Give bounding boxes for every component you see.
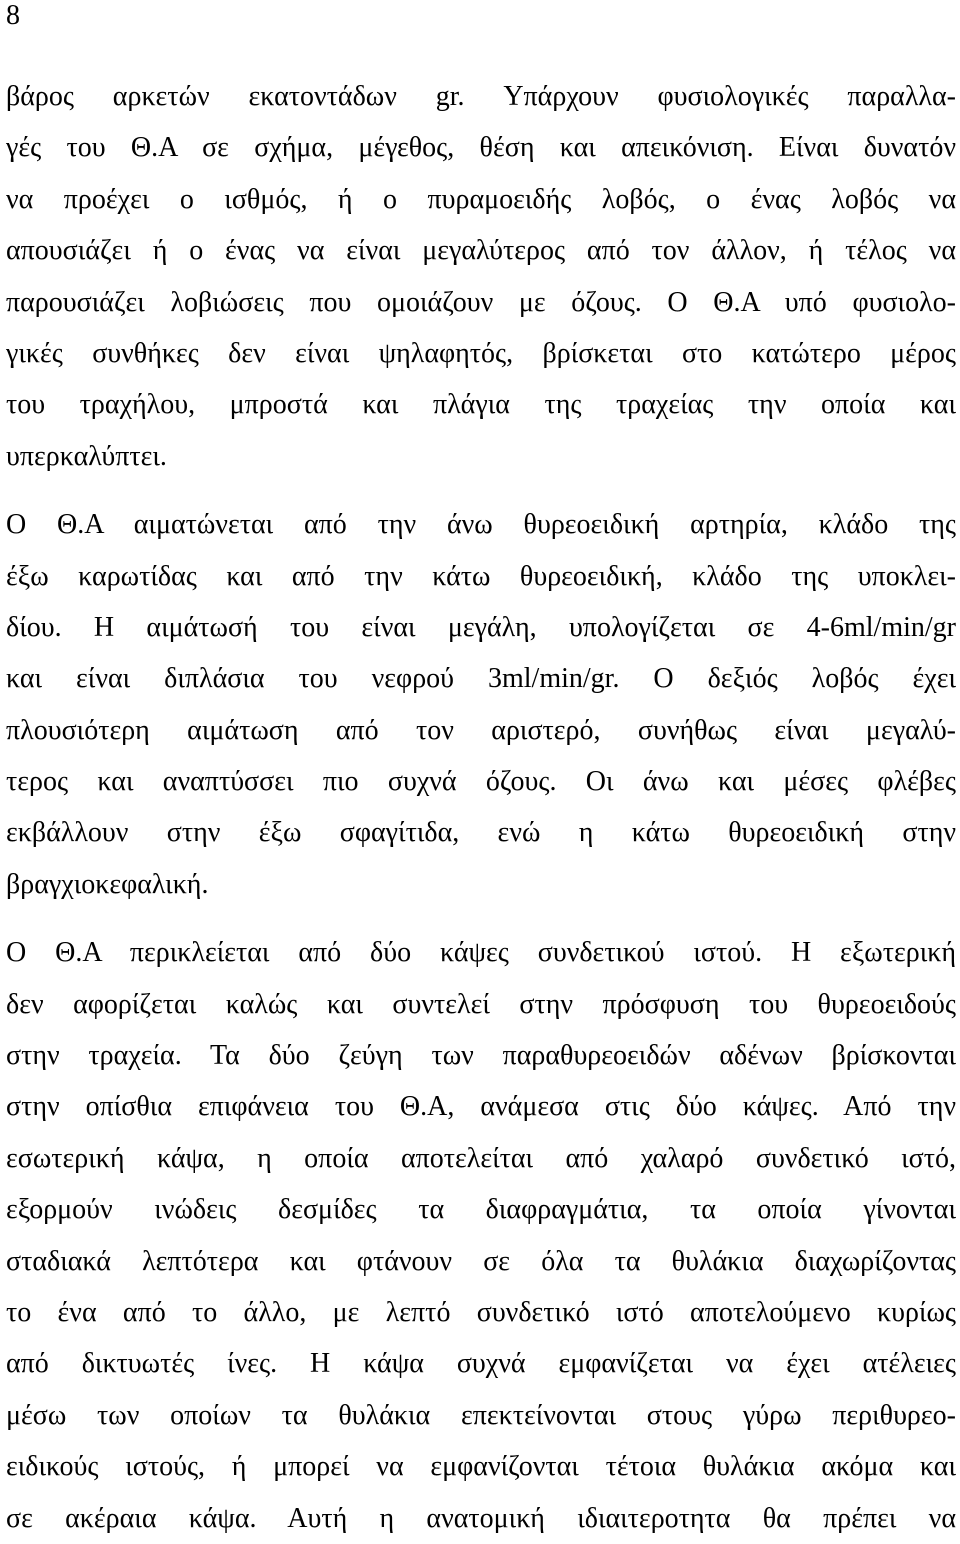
text-line: εκβάλλουν στην έξω σφαγίτιδα, ενώ η κάτω θυρεοειδική στην bbox=[6, 817, 956, 849]
page-number: 8 bbox=[6, 0, 20, 31]
text-line: εσωτερική κάψα, η οποία αποτελείται από χαλαρό συνδετικό ιστό, bbox=[6, 1142, 956, 1174]
text-line: το ένα από το άλλο, με λεπτό συνδετικό ιστό αποτελούμενο κυρίως bbox=[6, 1296, 956, 1328]
text-line: Ο Θ.Α αιματώνεται από την άνω θυρεοειδική αρτηρία, κλάδο της bbox=[6, 509, 956, 541]
body-text bbox=[6, 71, 956, 1544]
text-line: του τραχήλου, μπροστά και πλάγια της τραχείας την οποία και bbox=[6, 389, 956, 421]
text-line: βραγχιοκεφαλική. bbox=[6, 868, 209, 900]
text-line: και είναι διπλάσια του νεφρού 3ml/min/gr. Ο δεξιός λοβός έχει bbox=[6, 663, 956, 695]
text-line: απουσιάζει ή ο ένας να είναι μεγαλύτερος από τον άλλον, ή τέλος να bbox=[6, 235, 956, 267]
text-line: παρουσιάζει λοβιώσεις που ομοιάζουν με όζους. Ο Θ.Α υπό φυσιολο- bbox=[6, 286, 956, 318]
text-line: γές του Θ.Α σε σχήμα, μέγεθος, θέση και απεικόνιση. Είναι δυνατόν bbox=[6, 132, 956, 164]
text-line: ειδικούς ιστούς, ή μπορεί να εμφανίζονται τέτοια θυλάκια ακόμα και bbox=[6, 1451, 956, 1483]
paragraph-blood-supply bbox=[6, 499, 956, 910]
text-line: Ο Θ.Α περικλείεται από δύο κάψες συνδετικού ιστού. Η εξωτερική bbox=[6, 937, 956, 969]
text-line: να προέχει ο ισθμός, ή ο πυραμοειδής λοβός, ο ένας λοβός να bbox=[6, 183, 956, 215]
text-line: από δικτυωτές ίνες. Η κάψα συχνά εμφανίζεται να έχει ατέλειες bbox=[6, 1348, 956, 1380]
text-line: μέσω των οποίων τα θυλάκια επεκτείνονται στους γύρω περιθυρεο- bbox=[6, 1399, 956, 1431]
text-line: εξορμούν ινώδεις δεσμίδες τα διαφραγμάτια, τα οποία γίνονται bbox=[6, 1194, 956, 1226]
text-line: δεν αφορίζεται καλώς και συντελεί στην πρόσφυση του θυρεοειδούς bbox=[6, 988, 956, 1020]
text-line: σταδιακά λεπτότερα και φτάνουν σε όλα τα θυλάκια διαχωρίζοντας bbox=[6, 1245, 956, 1277]
paragraph-thyroid-anatomy bbox=[6, 71, 956, 482]
paragraph-spacer bbox=[6, 482, 956, 499]
text-line: βάρος αρκετών εκατοντάδων gr. Υπάρχουν φυσιολογικές παραλλα- bbox=[6, 81, 956, 112]
text-line: τερος και αναπτύσσει πιο συχνά όζους. Οι άνω και μέσες φλέβες bbox=[6, 766, 956, 798]
paragraph-spacer bbox=[6, 910, 956, 927]
text-line: έξω καρωτίδας και από την κάτω θυρεοειδική, κλάδο της υποκλει- bbox=[6, 560, 956, 592]
text-line: σε ακέραια κάψα. Αυτή η ανατομική ιδιαιτεροτητα θα πρέπει να bbox=[6, 1502, 956, 1534]
text-line: στην οπίσθια επιφάνεια του Θ.Α, ανάμεσα στις δύο κάψες. Από την bbox=[6, 1091, 956, 1123]
text-line: υπερκαλύπτει. bbox=[6, 440, 167, 472]
text-line: γικές συνθήκες δεν είναι ψηλαφητός, βρίσκεται στο κατώτερο μέρος bbox=[6, 337, 956, 369]
paragraph-capsule bbox=[6, 927, 956, 1544]
text-line: στην τραχεία. Τα δύο ζεύγη των παραθυρεοειδών αδένων βρίσκονται bbox=[6, 1040, 956, 1072]
text-line: πλουσιότερη αιμάτωση από τον αριστερό, συνήθως είναι μεγαλύ- bbox=[6, 714, 956, 746]
text-line: δίου. Η αιμάτωσή του είναι μεγάλη, υπολογίζεται σε 4-6ml/min/gr bbox=[6, 611, 956, 643]
